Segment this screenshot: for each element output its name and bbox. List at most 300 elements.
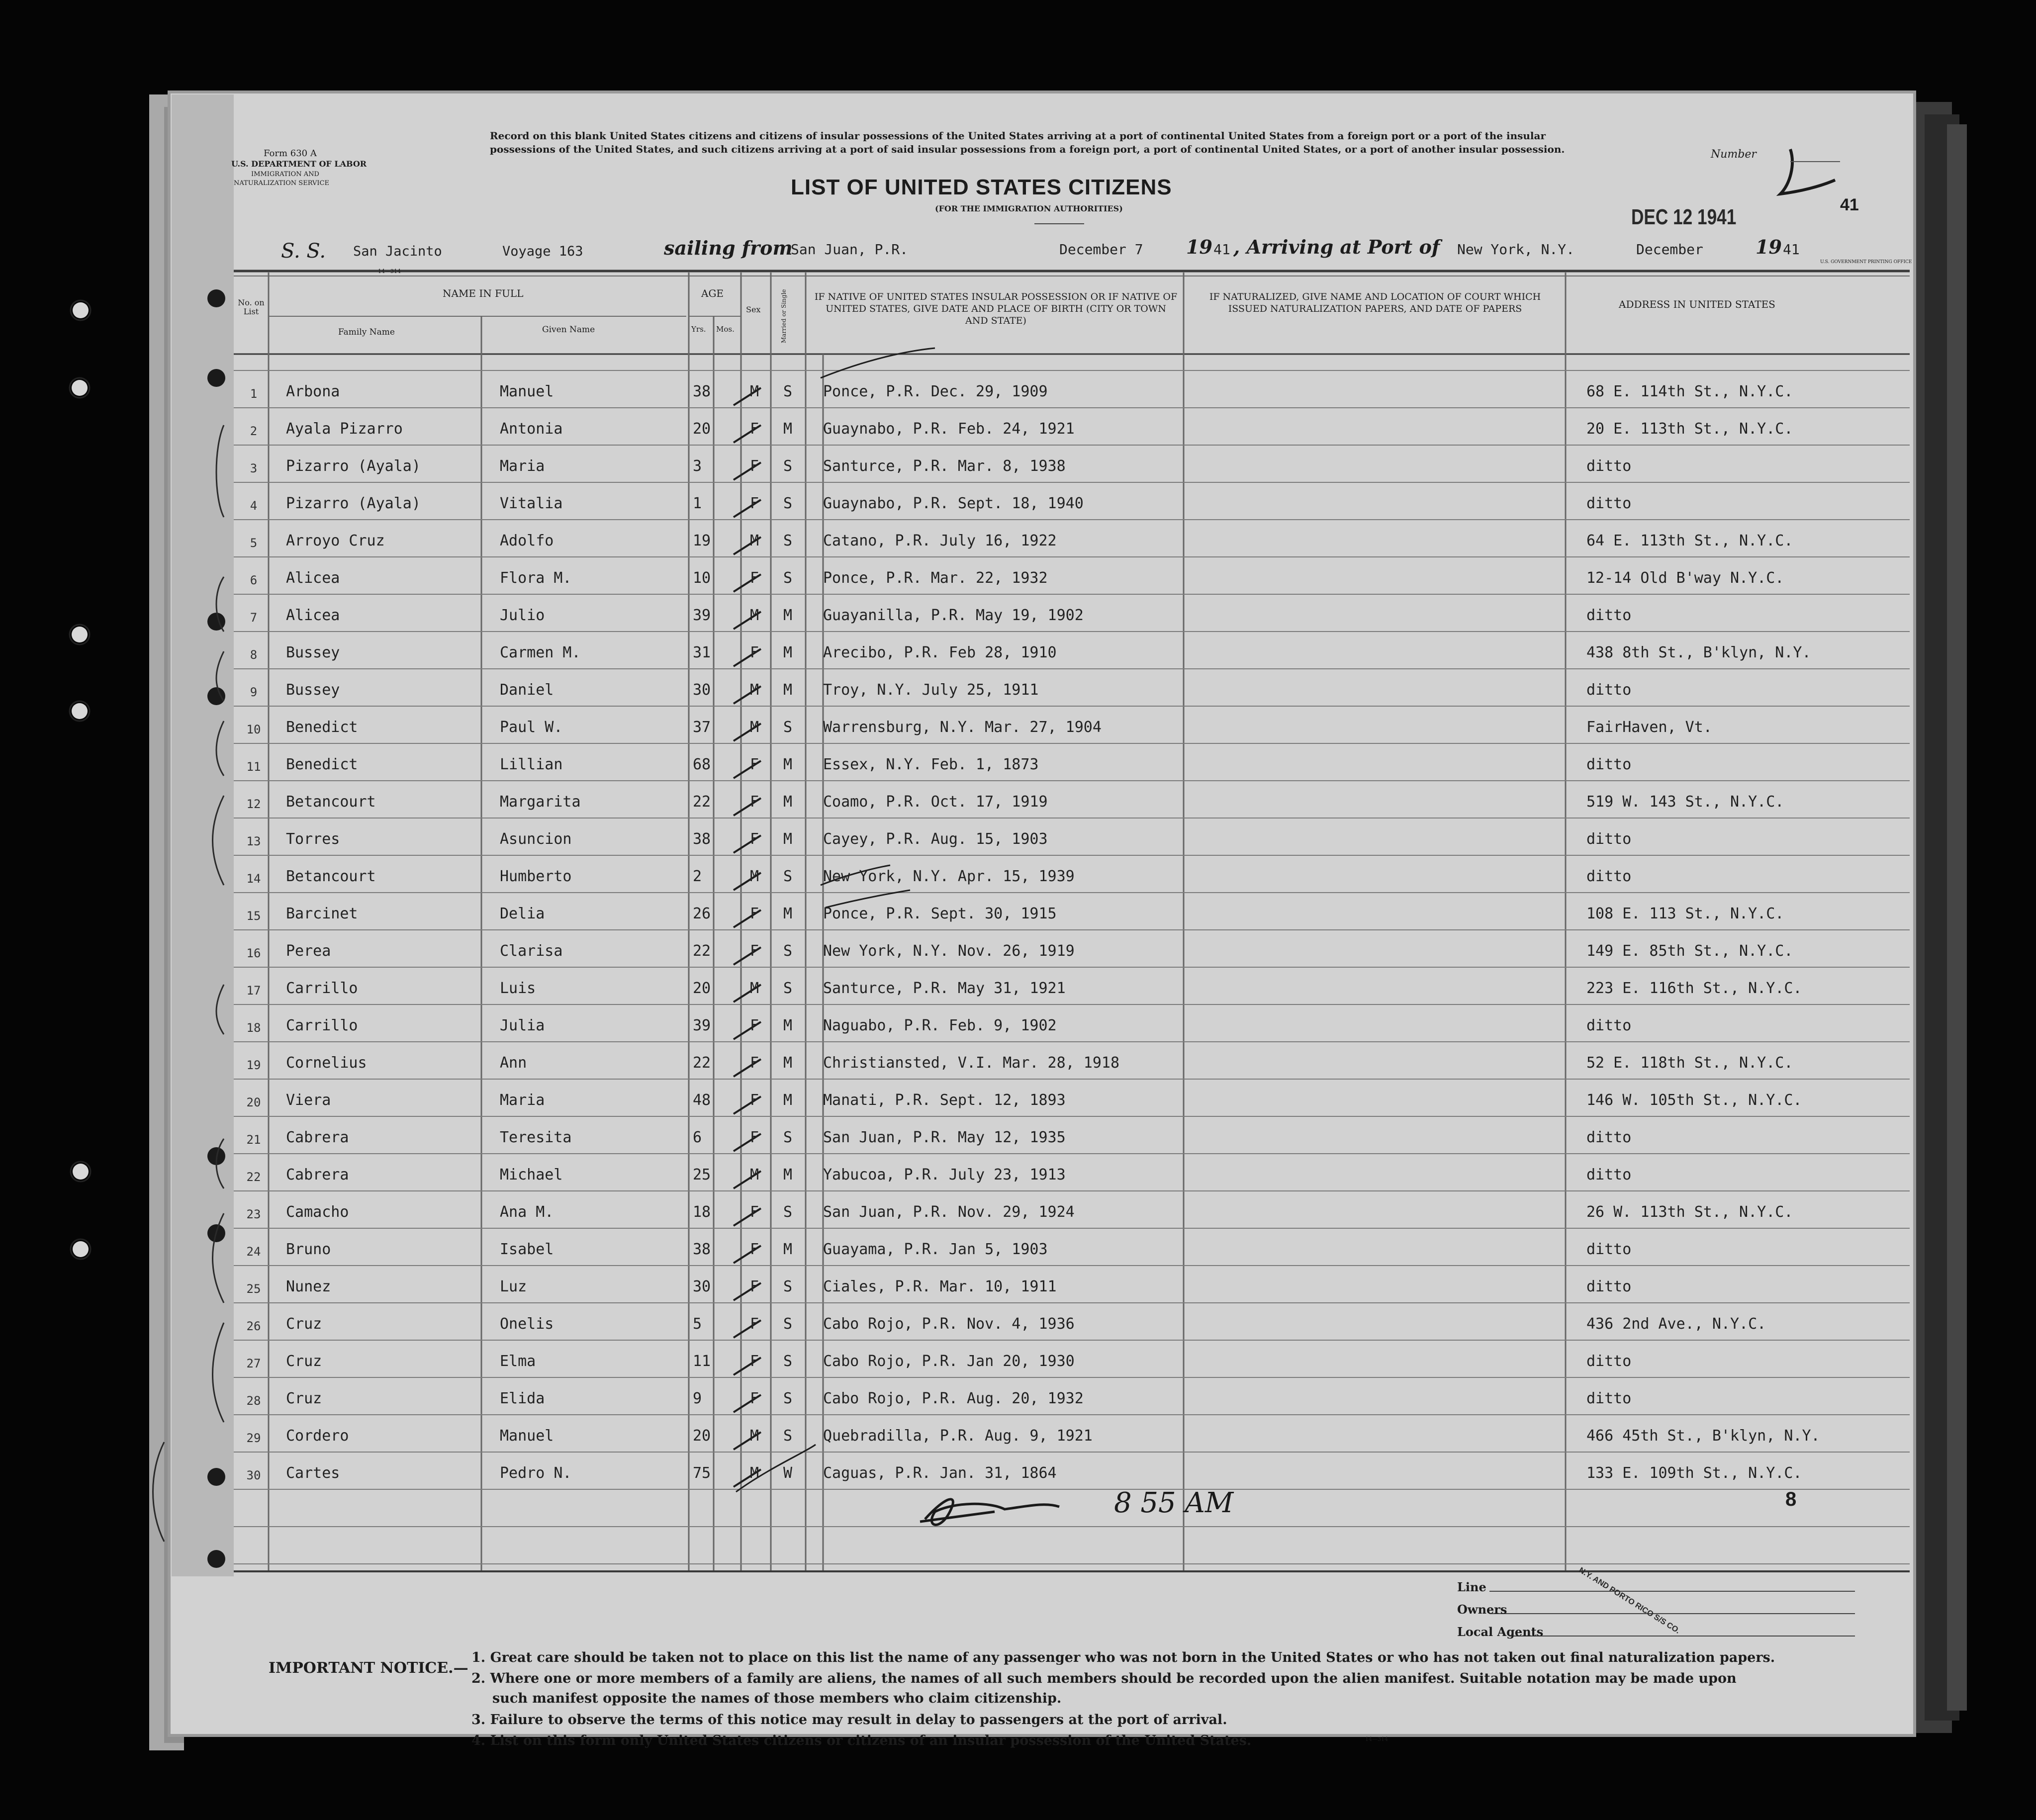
table-row xyxy=(0,532,2036,562)
cell-family: Perea xyxy=(286,942,331,960)
cell-family: Cruz xyxy=(286,1353,322,1370)
cell-birth: Guaynabo, P.R. Sept. 18, 1940 xyxy=(823,495,1084,512)
cell-sex: F xyxy=(750,942,759,960)
cell-no: 10 xyxy=(246,723,261,736)
cell-age: 18 xyxy=(693,1203,711,1221)
cell-status: M xyxy=(783,1166,793,1183)
notice-title: IMPORTANT NOTICE.— xyxy=(269,1659,468,1677)
cell-family: Carrillo xyxy=(286,980,358,997)
cell-sex: F xyxy=(750,1129,759,1146)
cell-birth: Guayama, P.R. Jan 5, 1903 xyxy=(823,1241,1048,1258)
cell-address: ditto xyxy=(1586,1129,1632,1146)
form-code-top: 14—314 xyxy=(378,268,401,274)
cell-given: Vitalia xyxy=(500,495,563,512)
table-row xyxy=(0,1092,2036,1121)
cell-status: S xyxy=(783,495,793,512)
cell-sex: F xyxy=(750,1315,759,1333)
cell-given: Ana M. xyxy=(500,1203,554,1221)
cell-address: ditto xyxy=(1586,681,1632,699)
cell-no: 17 xyxy=(246,984,261,998)
cell-given: Delia xyxy=(500,905,545,922)
table-row xyxy=(0,681,2036,711)
header-mos: Mos. xyxy=(716,325,735,334)
cell-given: Teresita xyxy=(500,1129,572,1146)
cell-sex: M xyxy=(750,681,759,699)
sailing-from-label: sailing from xyxy=(664,237,793,259)
cell-status: M xyxy=(783,1092,793,1109)
cell-address: ditto xyxy=(1586,1353,1632,1370)
cell-given: Julia xyxy=(500,1017,545,1034)
cell-birth: Ponce, P.R. Dec. 29, 1909 xyxy=(823,383,1048,400)
cell-status: M xyxy=(783,1054,793,1072)
cell-birth: Warrensburg, N.Y. Mar. 27, 1904 xyxy=(823,719,1102,736)
arrival-year-prefix: 19 xyxy=(1756,236,1782,258)
cell-given: Carmen M. xyxy=(500,644,581,661)
cell-no: 27 xyxy=(246,1357,261,1370)
cell-sex: M xyxy=(750,532,759,549)
cell-sex: F xyxy=(750,905,759,922)
cell-no: 7 xyxy=(250,611,258,625)
cell-address: ditto xyxy=(1586,830,1632,848)
cell-given: Antonia xyxy=(500,420,563,438)
cell-sex: M xyxy=(750,868,759,885)
cell-no: 9 xyxy=(250,685,258,699)
cell-status: M xyxy=(783,420,793,438)
cell-address: ditto xyxy=(1586,1278,1632,1295)
header-yrs: Yrs. xyxy=(691,325,706,334)
cell-birth: Troy, N.Y. July 25, 1911 xyxy=(823,681,1039,699)
notice-item-3: 3. Failure to observe the terms of this notice may result in delay to passengers at the port of arrival. xyxy=(471,1712,1227,1728)
cell-age: 38 xyxy=(693,383,711,400)
header-given-name: Given Name xyxy=(542,325,595,335)
cell-status: S xyxy=(783,942,793,960)
page-subtitle: (FOR THE IMMIGRATION AUTHORITIES) xyxy=(935,204,1123,213)
cell-birth: Manati, P.R. Sept. 12, 1893 xyxy=(823,1092,1066,1109)
departure-year: 41 xyxy=(1213,241,1230,258)
cell-age: 38 xyxy=(693,1241,711,1258)
cell-address: 438 8th St., B'klyn, N.Y. xyxy=(1586,644,1811,661)
table-row xyxy=(0,495,2036,525)
cell-family: Cartes xyxy=(286,1464,340,1482)
cell-family: Cruz xyxy=(286,1315,322,1333)
cell-sex: F xyxy=(750,1390,759,1407)
cell-family: Betancourt xyxy=(286,868,376,885)
arrival-month: December xyxy=(1636,241,1703,258)
cell-birth: Cabo Rojo, P.R. Jan 20, 1930 xyxy=(823,1353,1075,1370)
cell-family: Bussey xyxy=(286,681,340,699)
cell-no: 6 xyxy=(250,573,258,587)
header-birth: IF NATIVE OF UNITED STATES INSULAR POSSESSION OR IF NATIVE OF UNITED STATES, GIVE DATE AND PLACE OF BIRTH (CITY OR TOWN AND STATE) xyxy=(814,291,1178,326)
cell-given: Elma xyxy=(500,1353,536,1370)
cell-age: 3 xyxy=(693,457,702,475)
gpo-note: U.S. GOVERNMENT PRINTING OFFICE xyxy=(1820,260,1912,265)
cell-status: S xyxy=(783,1390,793,1407)
header-naturalized: IF NATURALIZED, GIVE NAME AND LOCATION OF COURT WHICH ISSUED NATURALIZATION PAPERS, AND DATE OF PAPERS xyxy=(1209,291,1541,314)
cell-age: 30 xyxy=(693,681,711,699)
cell-age: 22 xyxy=(693,1054,711,1072)
cell-no: 30 xyxy=(246,1468,261,1482)
voyage-number: Voyage 163 xyxy=(502,244,583,259)
cell-sex: F xyxy=(750,830,759,848)
cell-sex: F xyxy=(750,793,759,811)
cell-age: 30 xyxy=(693,1278,711,1295)
cell-age: 20 xyxy=(693,420,711,438)
table-row xyxy=(0,719,2036,748)
cell-birth: Christiansted, V.I. Mar. 28, 1918 xyxy=(823,1054,1120,1072)
cell-status: W xyxy=(783,1464,793,1482)
cell-birth: Quebradilla, P.R. Aug. 9, 1921 xyxy=(823,1427,1093,1445)
number-label: Number xyxy=(1711,148,1757,161)
cell-sex: M xyxy=(750,1166,759,1183)
ss-label: S. S. xyxy=(281,240,326,263)
cell-address: 133 E. 109th St., N.Y.C. xyxy=(1586,1464,1802,1482)
table-row xyxy=(0,1390,2036,1420)
cell-no: 18 xyxy=(246,1021,261,1035)
cell-birth: Yabucoa, P.R. July 23, 1913 xyxy=(823,1166,1066,1183)
cell-given: Manuel xyxy=(500,1427,554,1445)
cell-birth: Ponce, P.R. Sept. 30, 1915 xyxy=(823,905,1057,922)
table-row xyxy=(0,1315,2036,1345)
cell-given: Luz xyxy=(500,1278,527,1295)
cell-status: M xyxy=(783,905,793,922)
cell-given: Asuncion xyxy=(500,830,572,848)
table-row xyxy=(0,457,2036,487)
cell-age: 1 xyxy=(693,495,702,512)
cell-sex: F xyxy=(750,569,759,587)
cell-given: Ann xyxy=(500,1054,527,1072)
cell-age: 31 xyxy=(693,644,711,661)
table-row xyxy=(0,980,2036,1009)
cell-address: 519 W. 143 St., N.Y.C. xyxy=(1586,793,1784,811)
cell-no: 20 xyxy=(246,1095,261,1109)
cell-no: 14 xyxy=(246,872,261,886)
line-label: Line xyxy=(1457,1580,1486,1594)
cell-birth: Ciales, P.R. Mar. 10, 1911 xyxy=(823,1278,1057,1295)
arrival-year: 41 xyxy=(1783,241,1800,258)
cell-given: Manuel xyxy=(500,383,554,400)
cell-status: S xyxy=(783,457,793,475)
table-row xyxy=(0,1427,2036,1457)
cell-no: 2 xyxy=(250,424,258,438)
cell-no: 4 xyxy=(250,499,258,513)
cell-age: 20 xyxy=(693,1427,711,1445)
cell-status: S xyxy=(783,383,793,400)
cell-birth: Essex, N.Y. Feb. 1, 1873 xyxy=(823,756,1039,773)
cell-status: S xyxy=(783,1278,793,1295)
table-row xyxy=(0,868,2036,898)
cell-age: 2 xyxy=(693,868,702,885)
cell-age: 20 xyxy=(693,980,711,997)
cell-age: 6 xyxy=(693,1129,702,1146)
cell-status: S xyxy=(783,1353,793,1370)
from-port: San Juan, P.R. xyxy=(791,241,909,258)
table-row xyxy=(0,644,2036,674)
cell-no: 1 xyxy=(250,387,258,401)
table-row xyxy=(0,1464,2036,1494)
cell-sex: F xyxy=(750,1092,759,1109)
cell-birth: Santurce, P.R. May 31, 1921 xyxy=(823,980,1066,997)
table-row xyxy=(0,383,2036,413)
cell-address: 466 45th St., B'klyn, N.Y. xyxy=(1586,1427,1820,1445)
cell-birth: Guaynabo, P.R. Feb. 24, 1921 xyxy=(823,420,1075,438)
cell-sex: M xyxy=(750,980,759,997)
header-address: ADDRESS IN UNITED STATES xyxy=(1619,298,1775,310)
cell-age: 38 xyxy=(693,830,711,848)
cell-sex: F xyxy=(750,1017,759,1034)
cell-family: Betancourt xyxy=(286,793,376,811)
cell-sex: F xyxy=(750,1203,759,1221)
cell-status: M xyxy=(783,793,793,811)
cell-birth: Guayanilla, P.R. May 19, 1902 xyxy=(823,607,1084,624)
cell-birth: New York, N.Y. Apr. 15, 1939 xyxy=(823,868,1075,885)
cell-status: M xyxy=(783,607,793,624)
cell-no: 28 xyxy=(246,1394,261,1408)
cell-sex: M xyxy=(750,719,759,736)
cell-birth: San Juan, P.R. May 12, 1935 xyxy=(823,1129,1066,1146)
cell-given: Isabel xyxy=(500,1241,554,1258)
cell-family: Viera xyxy=(286,1092,331,1109)
header-no-on-list: No. on List xyxy=(238,298,265,316)
cell-status: S xyxy=(783,1203,793,1221)
cell-age: 39 xyxy=(693,1017,711,1034)
header-sex: Sex xyxy=(746,305,761,314)
cell-address: ditto xyxy=(1586,1241,1632,1258)
header-married-or-single: Married or Single xyxy=(780,289,787,343)
cell-address: 68 E. 114th St., N.Y.C. xyxy=(1586,383,1793,400)
form-code-bottom: 14—314 xyxy=(1365,1736,1388,1742)
cell-given: Margarita xyxy=(500,793,581,811)
table-row xyxy=(0,793,2036,823)
cell-given: Flora M. xyxy=(500,569,572,587)
cell-birth: Cabo Rojo, P.R. Aug. 20, 1932 xyxy=(823,1390,1084,1407)
local-agents-label: Local Agents xyxy=(1457,1625,1544,1639)
cell-age: 75 xyxy=(693,1464,711,1482)
department-name: U.S. DEPARTMENT OF LABOR xyxy=(231,159,367,169)
cell-no: 22 xyxy=(246,1170,261,1184)
cell-birth: San Juan, P.R. Nov. 29, 1924 xyxy=(823,1203,1075,1221)
cell-family: Arroyo Cruz xyxy=(286,532,385,549)
table-row xyxy=(0,1017,2036,1047)
header-age: AGE xyxy=(701,287,724,299)
cell-age: 5 xyxy=(693,1315,702,1333)
notice-item-2-cont: such manifest opposite the names of those members who claim citizenship. xyxy=(492,1691,1062,1706)
cell-address: ditto xyxy=(1586,756,1632,773)
cell-birth: Cayey, P.R. Aug. 15, 1903 xyxy=(823,830,1048,848)
cell-address: 436 2nd Ave., N.Y.C. xyxy=(1586,1315,1766,1333)
cell-family: Carrillo xyxy=(286,1017,358,1034)
cell-sex: F xyxy=(750,756,759,773)
table-row xyxy=(0,1203,2036,1233)
table-row xyxy=(0,1129,2036,1159)
arrival-port: New York, N.Y. xyxy=(1457,241,1575,258)
cell-no: 25 xyxy=(246,1282,261,1296)
cell-given: Daniel xyxy=(500,681,554,699)
departure-year-prefix: 19 xyxy=(1186,236,1212,258)
cell-sex: F xyxy=(750,1353,759,1370)
cell-address: 20 E. 113th St., N.Y.C. xyxy=(1586,420,1793,438)
cell-status: S xyxy=(783,719,793,736)
cell-family: Bussey xyxy=(286,644,340,661)
cell-birth: New York, N.Y. Nov. 26, 1919 xyxy=(823,942,1075,960)
table-row xyxy=(0,830,2036,860)
cell-address: 146 W. 105th St., N.Y.C. xyxy=(1586,1092,1802,1109)
cell-given: Julio xyxy=(500,607,545,624)
service-name-line1: IMMIGRATION AND xyxy=(251,171,319,178)
cell-status: M xyxy=(783,681,793,699)
cell-address: 12-14 Old B'way N.Y.C. xyxy=(1586,569,1784,587)
cell-address: ditto xyxy=(1586,1017,1632,1034)
page-title: LIST OF UNITED STATES CITIZENS xyxy=(791,175,1172,199)
cell-sex: F xyxy=(750,1241,759,1258)
cell-address: 64 E. 113th St., N.Y.C. xyxy=(1586,532,1793,549)
cell-given: Michael xyxy=(500,1166,563,1183)
cell-family: Benedict xyxy=(286,756,358,773)
cell-status: S xyxy=(783,980,793,997)
cell-sex: F xyxy=(750,420,759,438)
cell-age: 68 xyxy=(693,756,711,773)
cell-no: 21 xyxy=(246,1133,261,1147)
cell-family: Cordero xyxy=(286,1427,349,1445)
date-stamp: DEC 12 1941 xyxy=(1631,205,1737,229)
table-row xyxy=(0,942,2036,972)
cell-no: 23 xyxy=(246,1207,261,1221)
cell-birth: Coamo, P.R. Oct. 17, 1919 xyxy=(823,793,1048,811)
table-row xyxy=(0,607,2036,637)
cell-no: 16 xyxy=(246,946,261,960)
number-value xyxy=(1805,149,1806,150)
cell-given: Clarisa xyxy=(500,942,563,960)
header-family-name: Family Name xyxy=(338,327,395,337)
cell-no: 3 xyxy=(250,461,258,475)
cell-address: ditto xyxy=(1586,1166,1632,1183)
cell-address: 108 E. 113 St., N.Y.C. xyxy=(1586,905,1784,922)
arriving-label: , Arriving at Port of xyxy=(1233,236,1440,258)
cell-status: S xyxy=(783,1129,793,1146)
cell-address: ditto xyxy=(1586,495,1632,512)
cell-address: 223 E. 116th St., N.Y.C. xyxy=(1586,980,1802,997)
form-id: Form 630 A xyxy=(264,148,317,159)
table-row xyxy=(0,1241,2036,1271)
cell-status: M xyxy=(783,756,793,773)
cell-age: 19 xyxy=(693,532,711,549)
cell-no: 5 xyxy=(250,536,258,550)
cell-family: Arbona xyxy=(286,383,340,400)
service-name-line2: NATURALIZATION SERVICE xyxy=(234,180,329,187)
cell-birth: Catano, P.R. July 16, 1922 xyxy=(823,532,1057,549)
table-row xyxy=(0,1166,2036,1196)
cell-sex: F xyxy=(750,644,759,661)
table-row xyxy=(0,1278,2036,1308)
cell-family: Benedict xyxy=(286,719,358,736)
cell-family: Ayala Pizarro xyxy=(286,420,403,438)
cell-family: Cornelius xyxy=(286,1054,367,1072)
table-row xyxy=(0,1353,2036,1382)
notice-item-1: 1. Great care should be taken not to place on this list the name of any passenger who was not born in the United States or who has not taken out final naturalization papers. xyxy=(471,1650,1775,1665)
cell-no: 8 xyxy=(250,648,258,662)
cell-address: 149 E. 85th St., N.Y.C. xyxy=(1586,942,1793,960)
cell-given: Maria xyxy=(500,457,545,475)
cell-age: 26 xyxy=(693,905,711,922)
cell-family: Cabrera xyxy=(286,1129,349,1146)
cell-given: Lillian xyxy=(500,756,563,773)
signature-time: 8 55 AM xyxy=(1114,1487,1234,1519)
cell-birth: Arecibo, P.R. Feb 28, 1910 xyxy=(823,644,1057,661)
cell-no: 26 xyxy=(246,1319,261,1333)
cell-status: M xyxy=(783,1241,793,1258)
cell-given: Adolfo xyxy=(500,532,554,549)
cell-status: S xyxy=(783,1427,793,1445)
cell-status: S xyxy=(783,1315,793,1333)
page-count: 8 xyxy=(1785,1488,1797,1510)
notice-item-4: 4. List on this form only United States citizens or citizens of an insular possession of the United States. xyxy=(471,1733,1252,1748)
ship-name: San Jacinto xyxy=(353,244,442,259)
cell-sex: M xyxy=(750,607,759,624)
cell-status: M xyxy=(783,1017,793,1034)
cell-family: Cruz xyxy=(286,1390,322,1407)
cell-status: S xyxy=(783,868,793,885)
cell-no: 12 xyxy=(246,797,261,811)
cell-no: 19 xyxy=(246,1058,261,1072)
cell-family: Alicea xyxy=(286,607,340,624)
cell-status: S xyxy=(783,569,793,587)
table-row xyxy=(0,569,2036,599)
cell-age: 22 xyxy=(693,793,711,811)
cell-given: Humberto xyxy=(500,868,572,885)
owners-label: Owners xyxy=(1457,1602,1507,1617)
cell-family: Bruno xyxy=(286,1241,331,1258)
cell-birth: Naguabo, P.R. Feb. 9, 1902 xyxy=(823,1017,1057,1034)
cell-birth: Caguas, P.R. Jan. 31, 1864 xyxy=(823,1464,1057,1482)
cell-family: Nunez xyxy=(286,1278,331,1295)
cell-given: Elida xyxy=(500,1390,545,1407)
cell-given: Paul W. xyxy=(500,719,563,736)
cell-address: ditto xyxy=(1586,457,1632,475)
cell-given: Luis xyxy=(500,980,536,997)
cell-age: 39 xyxy=(693,607,711,624)
cell-address: 52 E. 118th St., N.Y.C. xyxy=(1586,1054,1793,1072)
cell-birth: Cabo Rojo, P.R. Nov. 4, 1936 xyxy=(823,1315,1075,1333)
cell-family: Barcinet xyxy=(286,905,358,922)
cell-sex: F xyxy=(750,1054,759,1072)
cell-given: Onelis xyxy=(500,1315,554,1333)
cell-address: ditto xyxy=(1586,868,1632,885)
table-row xyxy=(0,905,2036,935)
cell-sex: M xyxy=(750,383,759,400)
table-row xyxy=(0,420,2036,450)
cell-sex: F xyxy=(750,495,759,512)
cell-no: 13 xyxy=(246,834,261,848)
cell-age: 37 xyxy=(693,719,711,736)
cell-status: M xyxy=(783,830,793,848)
cell-address: 26 W. 113th St., N.Y.C. xyxy=(1586,1203,1793,1221)
cell-age: 48 xyxy=(693,1092,711,1109)
cell-status: S xyxy=(783,532,793,549)
cell-address: ditto xyxy=(1586,1390,1632,1407)
company-stamp: N.Y. AND PORTO RICO S/S CO. xyxy=(1577,1566,1682,1636)
cell-address: FairHaven, Vt. xyxy=(1586,719,1712,736)
notice-item-2: 2. Where one or more members of a family are aliens, the names of all such members should be recorded upon the alien manifest. Suitable notation may be made upon xyxy=(471,1671,1737,1686)
cell-status: M xyxy=(783,644,793,661)
cell-no: 11 xyxy=(246,760,261,774)
table-row xyxy=(0,1054,2036,1084)
cell-family: Pizarro (Ayala) xyxy=(286,495,421,512)
cell-family: Camacho xyxy=(286,1203,349,1221)
cell-sex: M xyxy=(750,1427,759,1445)
cell-birth: Ponce, P.R. Mar. 22, 1932 xyxy=(823,569,1048,587)
cell-sex: F xyxy=(750,457,759,475)
cell-no: 29 xyxy=(246,1431,261,1445)
cell-address: ditto xyxy=(1586,607,1632,624)
